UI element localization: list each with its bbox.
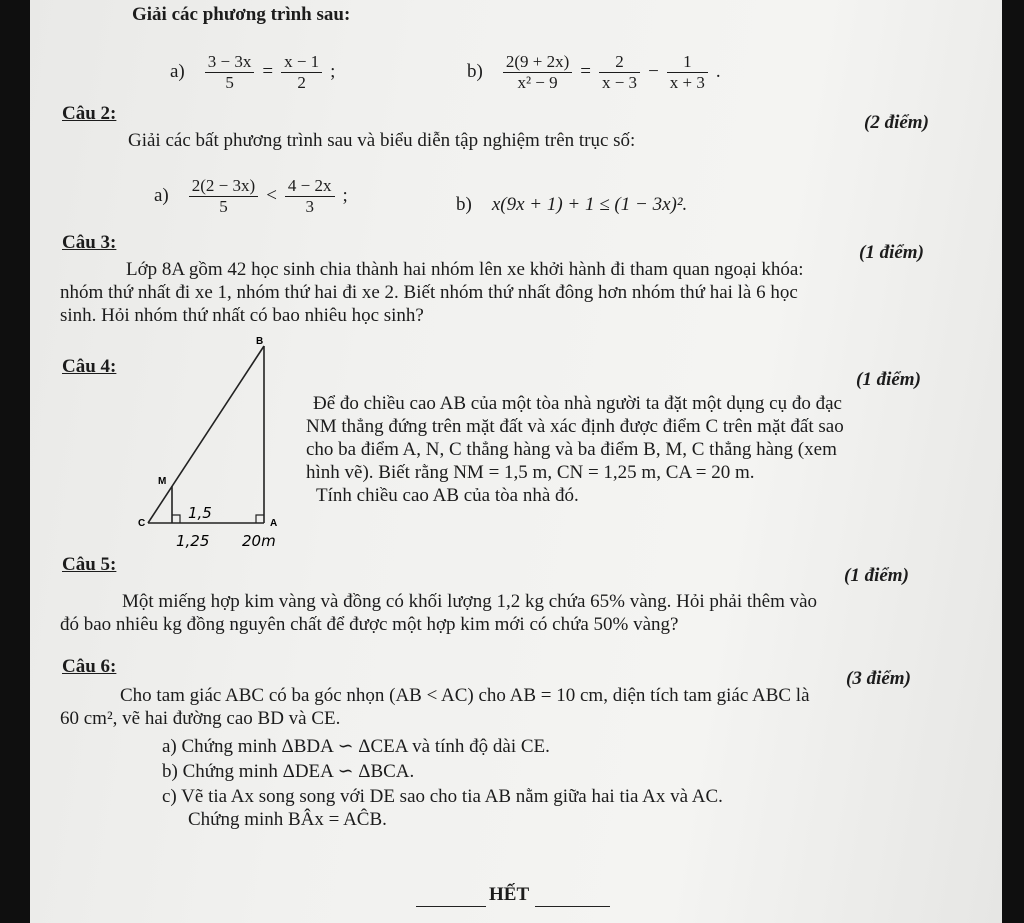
q3-line-2: nhóm thứ nhất đi xe 1, nhóm thứ hai đi xe 2. Biết nhóm thứ nhất đông hơn nhóm thứ hai là 6 học (60, 282, 798, 303)
q4-line-3: cho ba điểm A, N, C thẳng hàng và ba điểm B, M, C thẳng hàng (xem (306, 439, 837, 460)
q4-line-4: hình vẽ). Biết rằng NM = 1,5 m, CN = 1,25 m, CA = 20 m. (306, 462, 755, 483)
eq-a-rhs: $\frac{x - 1}{2}$ (281, 52, 322, 92)
q5-line-2: đó bao nhiêu kg đồng nguyên chất để được một hợp kim mới có chứa 50% vàng? (60, 614, 679, 635)
ineq-a-frac1: $\frac{2(2 - 3x)}{5}$ (189, 176, 258, 216)
equation-a: a) $\frac{3 - 3x}{5}$ = $\frac{x - 1}{2}$ ; (170, 52, 336, 92)
side-cb (148, 346, 264, 523)
q3-line-3: sinh. Hỏi nhóm thứ nhất có bao nhiêu học sinh? (60, 305, 424, 326)
right-angle-a (256, 515, 264, 523)
q4-line-2: NM thẳng đứng trên mặt đất và xác định được điểm C trên mặt đất sao (306, 416, 844, 437)
eq-b-frac3: $\frac{1}{x + 3}$ (667, 52, 708, 92)
inequality-a: a) $\frac{2(2 - 3x)}{5}$ < $\frac{4 - 2x}{3}$ ; (154, 176, 348, 216)
point-b-label: B (256, 336, 264, 347)
q6-points: (3 điểm) (846, 668, 911, 689)
q2-text: Giải các bất phương trình sau và biểu diễn tập nghiệm trên trục số: (128, 130, 636, 151)
equation-a-label: a) (170, 61, 185, 83)
equation-b-label: b) (467, 61, 483, 83)
q4-points: (1 điểm) (856, 369, 921, 390)
q6-item-b: b) Chứng minh ΔDEA ∽ ΔBCA. (162, 761, 415, 782)
intro-text: Giải các phương trình sau: (132, 4, 351, 25)
eq-a-lhs: $\frac{3 - 3x}{5}$ (205, 52, 255, 92)
inequality-b: b) x(9x + 1) + 1 ≤ (1 − 3x)². (456, 194, 688, 215)
q5-label: Câu 5: (62, 554, 117, 575)
right-angle-n (172, 515, 180, 523)
point-a-label: A (270, 518, 278, 529)
q6-item-c-proof: Chứng minh BÂx = AĈB. (188, 809, 387, 830)
end-rule-right (535, 906, 610, 907)
point-c-label: C (138, 518, 146, 529)
q2-points: (2 điểm) (864, 112, 929, 133)
q3-label: Câu 3: (62, 232, 117, 253)
q3-line-1: Lớp 8A gồm 42 học sinh chia thành hai nhóm lên xe khởi hành đi tham quan ngoại khóa: (126, 259, 804, 280)
note-ca: 20m (242, 532, 276, 550)
exam-paper (30, 0, 1002, 923)
note-nm: 1,5 (188, 504, 212, 522)
q2-label: Câu 2: (62, 103, 117, 124)
q6-line-2: 60 cm², vẽ hai đường cao BD và CE. (60, 708, 341, 729)
q4-line-5: Tính chiều cao AB của tòa nhà đó. (316, 485, 579, 506)
end-marker: HẾT (489, 884, 530, 905)
q6-line-1: Cho tam giác ABC có ba góc nhọn (AB < AC) cho AB = 10 cm, diện tích tam giác ABC là (120, 685, 810, 706)
q4-label: Câu 4: (62, 356, 117, 377)
ineq-a-frac2: $\frac{4 - 2x}{3}$ (285, 176, 335, 216)
end-rule-left (416, 906, 486, 907)
q6-item-c: c) Vẽ tia Ax song song với DE sao cho tia AB nằm giữa hai tia Ax và AC. (162, 786, 723, 807)
note-cn: 1,25 (176, 532, 210, 550)
q5-line-1: Một miếng hợp kim vàng và đồng có khối lượng 1,2 kg chứa 65% vàng. Hỏi phải thêm vào (122, 591, 818, 612)
q5-points: (1 điểm) (844, 565, 909, 586)
building-figure (130, 330, 320, 555)
eq-b-frac2: $\frac{2}{x - 3}$ (599, 52, 640, 92)
equation-b: b) $\frac{2(9 + 2x)}{\text{x² − 9}}$ = $\frac{2}{x - 3}$ − $\frac{1}{x + 3}$ . (467, 52, 721, 92)
q6-label: Câu 6: (62, 656, 117, 677)
eq-b-frac1: $\frac{2(9 + 2x)}{\text{x² − 9}}$ (503, 52, 572, 92)
q3-points: (1 điểm) (859, 242, 924, 263)
q4-line-1: Để đo chiều cao AB của một tòa nhà người ta đặt một dụng cụ đo đạc (313, 393, 842, 414)
point-m-label: M (158, 476, 167, 487)
q6-item-a: a) Chứng minh ΔBDA ∽ ΔCEA và tính độ dài CE. (162, 736, 550, 757)
